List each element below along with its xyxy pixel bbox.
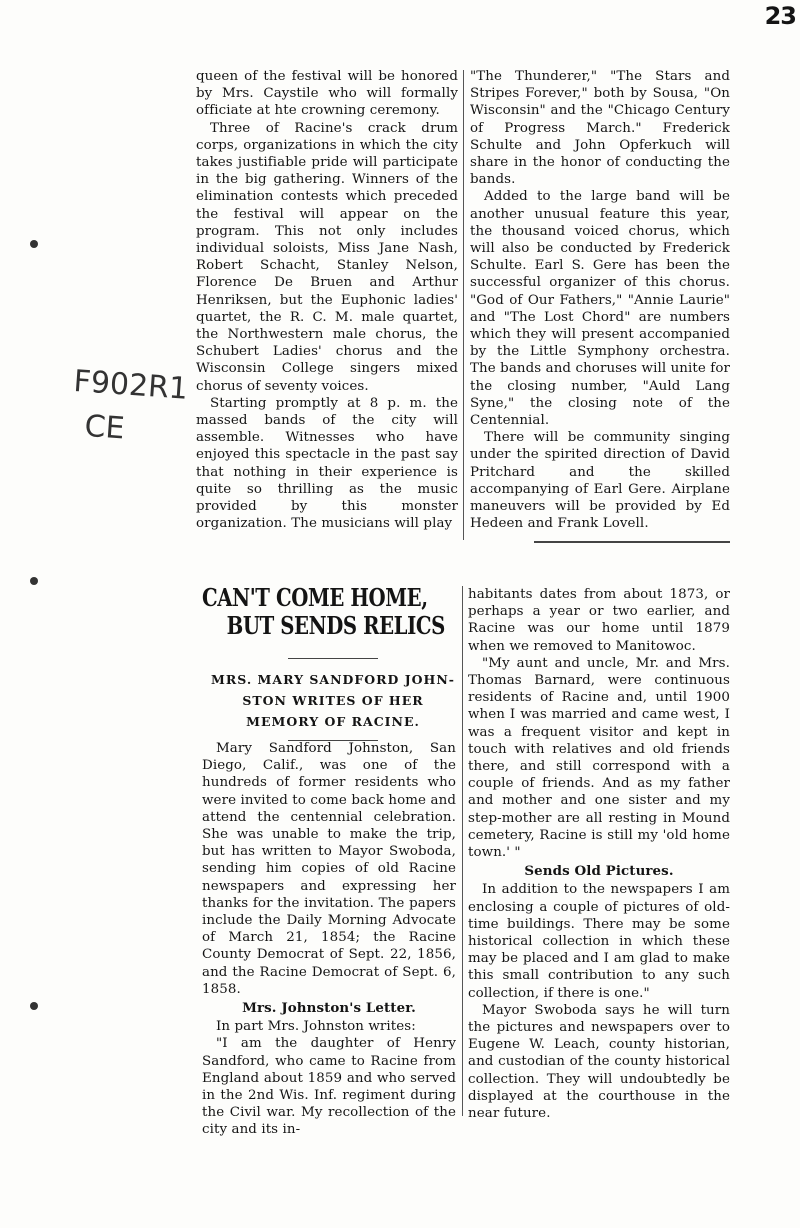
article-right-column xyxy=(468,586,730,1122)
paragraph: "The Thunderer," "The Stars and Stripes Forever," both by Sousa, "On Wisconsin" and the "Chicago Century of Progress March." Frederick Schulte and John Opferkuch will share in the honor of conducting the bands. xyxy=(470,69,730,188)
column-divider xyxy=(463,70,464,540)
deck-line3: MEMORY OF RACINE. xyxy=(246,714,420,729)
paragraph: In addition to the newspapers I am enclosing a couple of pictures of old-time buildings. There may be some historical collection in which these may be placed and I am glad to make this small contribution to any such collection, if there is one." xyxy=(468,882,730,1001)
paragraph: "My aunt and uncle, Mr. and Mrs. Thomas Barnard, were continuous residents of Racine and, until 1900 when I was married and came west, I was a frequent visitor and kept in touch with relatives and old friends there, and still correspond with a couple of friends. And as my father and mother and one sister and my step-mother are all resting in Mound cemetery, Racine is still my 'old home town.' " xyxy=(468,655,730,861)
paragraph: Added to the large band will be another unusual feature this year, the thousand voiced chorus, which will also be conducted by Frederick Schulte. Earl S. Gere has been the successful organizer of this chorus. "God of Our Fathers," "Annie Laurie" and "The Lost Chord" are numbers which they will present accompanied by the Little Symphony orchestra. The bands and choruses will unite for the closing number, "Auld Lang Syne," the closing note of the Centennial. xyxy=(470,189,730,429)
paragraph: "I am the daughter of Henry Sandford, who came to Racine from England about 1859 and who served in the 2nd Wis. Inf. regiment during the Civil war. My recollection of the city and its in- xyxy=(202,1036,456,1138)
article-header xyxy=(202,584,464,745)
margin-note-line1: F902R1 xyxy=(72,363,190,407)
column-divider xyxy=(462,586,463,1116)
paragraph: habitants dates from about 1873, or perhaps a year or two earlier, and Racine was our home until 1879 when we removed to Manitowoc. xyxy=(468,587,730,654)
subheading: Mrs. Johnston's Letter. xyxy=(242,1000,416,1017)
top-story-left-column xyxy=(196,68,458,532)
margin-note-line2: CE xyxy=(83,408,126,447)
paragraph: In part Mrs. Johnston writes: xyxy=(216,1019,416,1035)
headline-line1: CAN'T COME HOME, xyxy=(202,583,428,612)
punch-mark xyxy=(30,1002,38,1010)
handwritten-margin-note xyxy=(69,360,195,456)
paragraph: Three of Racine's crack drum corps, organizations in which the city takes justifiable pride will participate in the big gathering. Winners of the elimination contests which preceded the festival will appear on the program. This not only includes individual soloists, Miss Jane Nash, Robert Schacht, Stanley Nelson, Florence De Bruen and Arthur Henriksen, but the Euphonic ladies' quartet, the R. C. M. male quartet, the Northwestern male chorus, the Schubert Ladies' chorus and the Wisconsin College singers mixed chorus of seventy voices. xyxy=(196,120,458,394)
punch-mark xyxy=(30,577,38,585)
page-number: 23 xyxy=(764,2,796,30)
paragraph: Mary Sandford Johnston, San Diego, Calif., was one of the hundreds of former residents who were invited to come back home and attend the centennial celebration. She was unable to make the trip, but has written to Mayor Swoboda, sending him copies of old Racine newspapers and expressing her thanks for the invitation. The papers include the Daily Morning Advocate of March 21, 1854; the Racine County Democrat of Sept. 22, 1856, and the Racine Democrat of Sept. 6, 1858. xyxy=(202,741,456,997)
deck-line2: STON WRITES OF HER xyxy=(242,693,424,708)
punch-mark xyxy=(30,240,38,248)
headline-line2: BUT SENDS RELICS xyxy=(226,611,445,640)
paragraph: There will be community singing under the spirited direction of David Pritchard and the skilled accompanying of Earl Gere. Airplane maneuvers will be provided by Ed Hedeen and Frank Lovell. xyxy=(470,430,730,532)
section-rule xyxy=(534,541,730,543)
paragraph: Starting promptly at 8 p. m. the massed bands of the city will assemble. Witnesses who have enjoyed this spectacle in the past say that nothing in their experience is quite so thrilling as the music provided by this monster organization. The musicians will play xyxy=(196,395,458,532)
article-left-column xyxy=(202,740,456,1139)
paragraph: Mayor Swoboda says he will turn the pictures and newspapers over to Eugene W. Leach, county historian, and custodian of the county historical collection. They will undoubtedly be displayed at the courthouse in the near future. xyxy=(468,1002,730,1122)
top-story-right-column xyxy=(470,68,730,532)
headline-rule xyxy=(288,658,378,659)
paragraph: queen of the festival will be honored by Mrs. Caystile who will formally officiate at hte crowning ceremony. xyxy=(196,69,458,119)
deck xyxy=(202,669,464,732)
subheading: Sends Old Pictures. xyxy=(524,863,674,880)
deck-line1: MRS. MARY SANDFORD JOHN- xyxy=(211,672,455,687)
